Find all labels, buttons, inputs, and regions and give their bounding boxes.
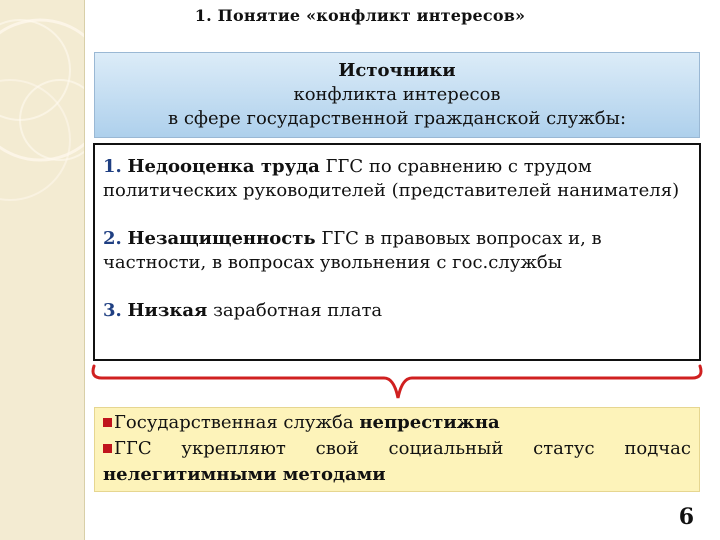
decorative-circles-icon [0,0,84,540]
consequence-text: Государственная служба [114,412,360,433]
consequences-box [94,407,700,492]
curly-brace-icon [88,362,708,406]
slide-title: 1. Понятие «конфликт интересов» [194,6,526,25]
sources-line-2: конфликта интересов [293,84,501,105]
consequence-word: социальный [388,438,504,459]
sources-heading: Источники [338,60,456,81]
consequence-word: укрепляют [181,438,286,459]
consequence-item [103,436,691,462]
cause-keyword: Недооценка труда [127,156,320,177]
cause-text: ГГС в правовых вопросах и, в частности, в вопросах увольнения с гос.службы [103,228,602,273]
sources-line-3: в сфере государственной гражданской службы: [167,108,627,129]
consequence-word: ГГС [114,438,152,459]
consequence-keyword: нелегитимными методами [103,464,386,485]
square-bullet-icon [103,444,112,453]
cause-number: 2. [103,228,122,249]
square-bullet-icon [103,418,112,427]
cause-text: ГГС по сравнению с трудом политических руководителей (представителей нанимателя) [103,156,680,201]
page-number: 6 [678,504,694,530]
cause-text: заработная плата [207,300,383,321]
consequence-word: подчас [624,438,691,459]
cause-keyword: Низкая [127,300,208,321]
cause-item [103,155,691,203]
decorative-side-strip [0,0,85,540]
sources-box [94,52,700,138]
causes-box [93,143,701,361]
cause-keyword: Незащищенность [127,228,316,249]
cause-number: 1. [103,156,122,177]
cause-item [103,299,691,323]
cause-item [103,227,691,275]
consequence-word: свой [315,438,359,459]
consequence-word: статус [533,438,595,459]
consequence-keyword: непрестижна [359,412,500,433]
cause-number: 3. [103,300,122,321]
consequence-item [103,410,691,436]
